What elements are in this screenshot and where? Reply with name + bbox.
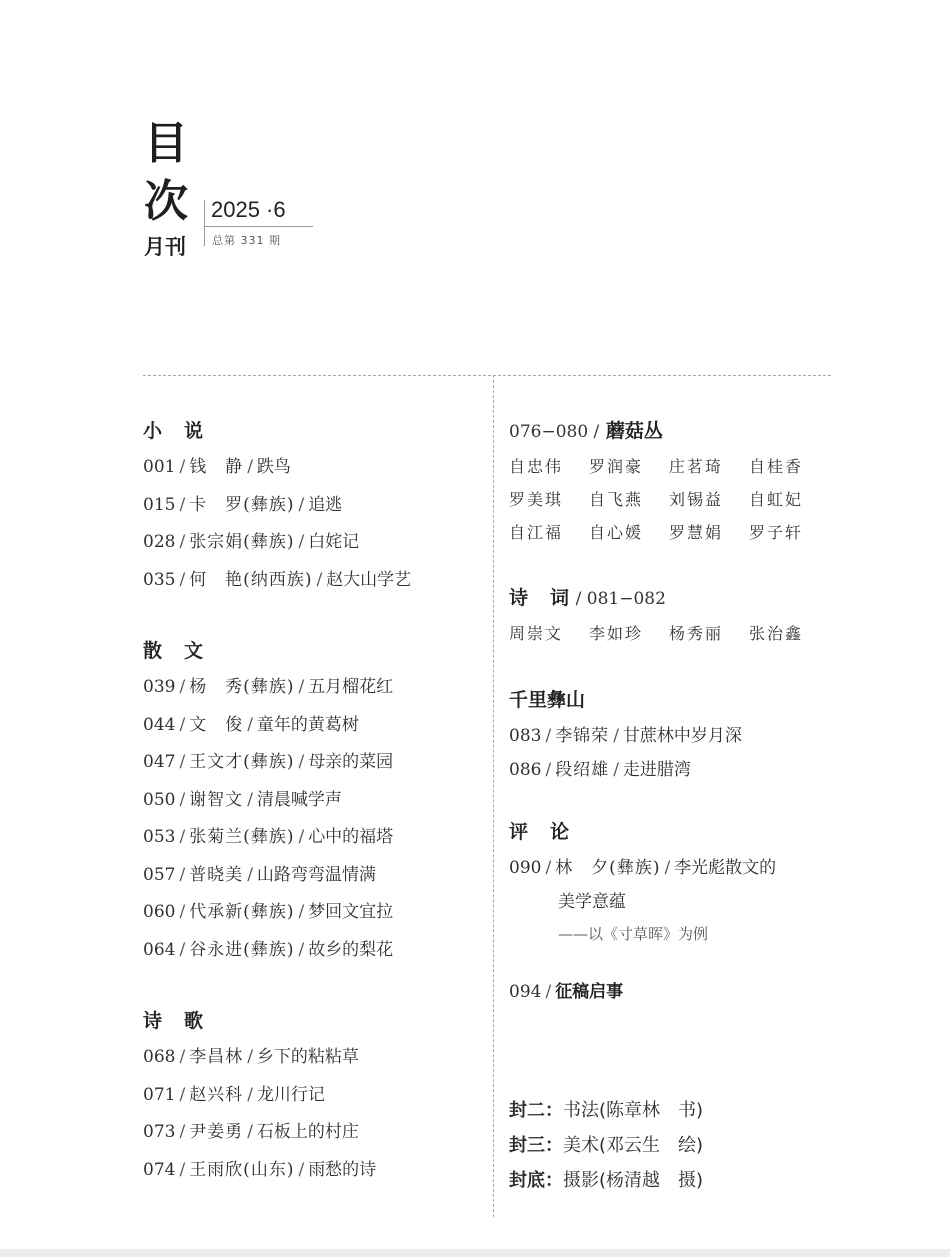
toc-entry[interactable]: 068 / 李昌林 / 乡下的粘粘草 <box>143 1047 359 1067</box>
issue-date: 2025 ·6 <box>211 197 286 222</box>
header-vertical-rule <box>204 200 205 246</box>
toc-entry[interactable]: 073 / 尹姜勇 / 石板上的村庄 <box>143 1122 359 1142</box>
header-horizontal-rule <box>205 226 313 227</box>
toc-entry[interactable]: 083 / 李锦荣 / 甘蔗林中岁月深 <box>509 726 742 746</box>
section-review <box>509 817 839 951</box>
toc-entry[interactable]: 057 / 普晓美 / 山路弯弯温情满 <box>143 864 376 885</box>
toc-entry[interactable]: 015 / 卡 罗(彝族) / 追逃 <box>143 494 343 515</box>
section-heading[interactable]: 076−080 / 蘑菇丛 <box>509 420 663 442</box>
cover-credit: 封三：美术(邓云生 绘) <box>509 1135 704 1156</box>
author-names-row: 自忠伟 罗润豪 庄茗琦 自桂香 <box>509 457 804 476</box>
toc-entry[interactable]: 090 / 林 夕(彝族) / 李光彪散文的 <box>509 858 777 878</box>
section-notice <box>509 977 839 1015</box>
dashed-divider-horizontal <box>143 375 831 376</box>
author-names-row: 自江福 自心媛 罗慧娟 罗子轩 <box>509 523 804 542</box>
cover-credit: 封二：书法(陈章林 书) <box>509 1100 704 1121</box>
monthly-label: 月刊 <box>144 235 186 259</box>
section-heading: 诗 歌 <box>143 1010 204 1032</box>
section-poetry <box>143 1006 483 1192</box>
author-names-row: 周崇文 李如珍 杨秀丽 张治鑫 <box>509 624 804 643</box>
section-heading[interactable]: 诗 词 / 081−082 <box>509 587 666 609</box>
toc-left-column <box>143 416 483 1192</box>
section-heading: 千里彝山 <box>509 689 586 711</box>
toc-entry[interactable]: 039 / 杨 秀(彝族) / 五月榴花红 <box>143 677 394 697</box>
toc-entry[interactable]: 053 / 张菊兰(彝族) / 心中的福塔 <box>143 827 394 847</box>
section-mushroom <box>509 416 839 551</box>
section-prose <box>143 636 483 972</box>
toc-right-column <box>509 416 839 1015</box>
section-heading: 散 文 <box>143 640 204 662</box>
section-heading: 小 说 <box>143 420 204 442</box>
toc-entry[interactable]: 071 / 赵兴科 / 龙川行记 <box>143 1084 325 1105</box>
section-ci <box>509 583 839 652</box>
toc-entry[interactable]: 050 / 谢智文 / 清晨喊学声 <box>143 789 342 810</box>
toc-entry[interactable]: 001 / 钱 静 / 跌鸟 <box>143 457 291 477</box>
section-yishan <box>509 685 839 789</box>
cover-credit: 封底：摄影(杨清越 摄) <box>509 1170 704 1191</box>
cover-credits <box>509 1095 839 1200</box>
toc-entry[interactable]: 044 / 文 俊 / 童年的黄葛树 <box>143 714 359 735</box>
toc-entry[interactable]: 060 / 代承新(彝族) / 梦回文宜拉 <box>143 902 394 922</box>
toc-entry[interactable]: 074 / 王雨欣(山东) / 雨愁的诗 <box>143 1159 377 1180</box>
section-fiction <box>143 416 483 602</box>
page-bottom-strip <box>0 1249 950 1257</box>
dashed-divider-vertical <box>493 375 494 1217</box>
toc-entry[interactable]: 086 / 段绍雄 / 走进腊湾 <box>509 760 691 780</box>
toc-entry[interactable]: 028 / 张宗娟(彝族) / 白姹记 <box>143 532 360 552</box>
toc-entry-notice[interactable]: 094 / 征稿启事 <box>509 982 624 1002</box>
toc-entry[interactable]: 047 / 王文才(彝族) / 母亲的菜园 <box>143 752 394 772</box>
toc-entry[interactable]: 035 / 何 艳(纳西族) / 赵大山学艺 <box>143 569 412 590</box>
toc-entry[interactable]: 064 / 谷永进(彝族) / 故乡的梨花 <box>143 939 394 960</box>
entry-title-continued: 美学意蕴 <box>558 892 626 912</box>
section-heading: 评 论 <box>509 821 570 843</box>
title-char-ci: 次 <box>144 176 188 227</box>
author-names-row: 罗美琪 自飞燕 刘锡益 自虹妃 <box>509 490 804 509</box>
title-char-mu: 目 <box>144 118 188 169</box>
issue-total: 总第 331 期 <box>212 234 281 247</box>
entry-subtitle: ——以《寸草晖》为例 <box>558 925 709 943</box>
